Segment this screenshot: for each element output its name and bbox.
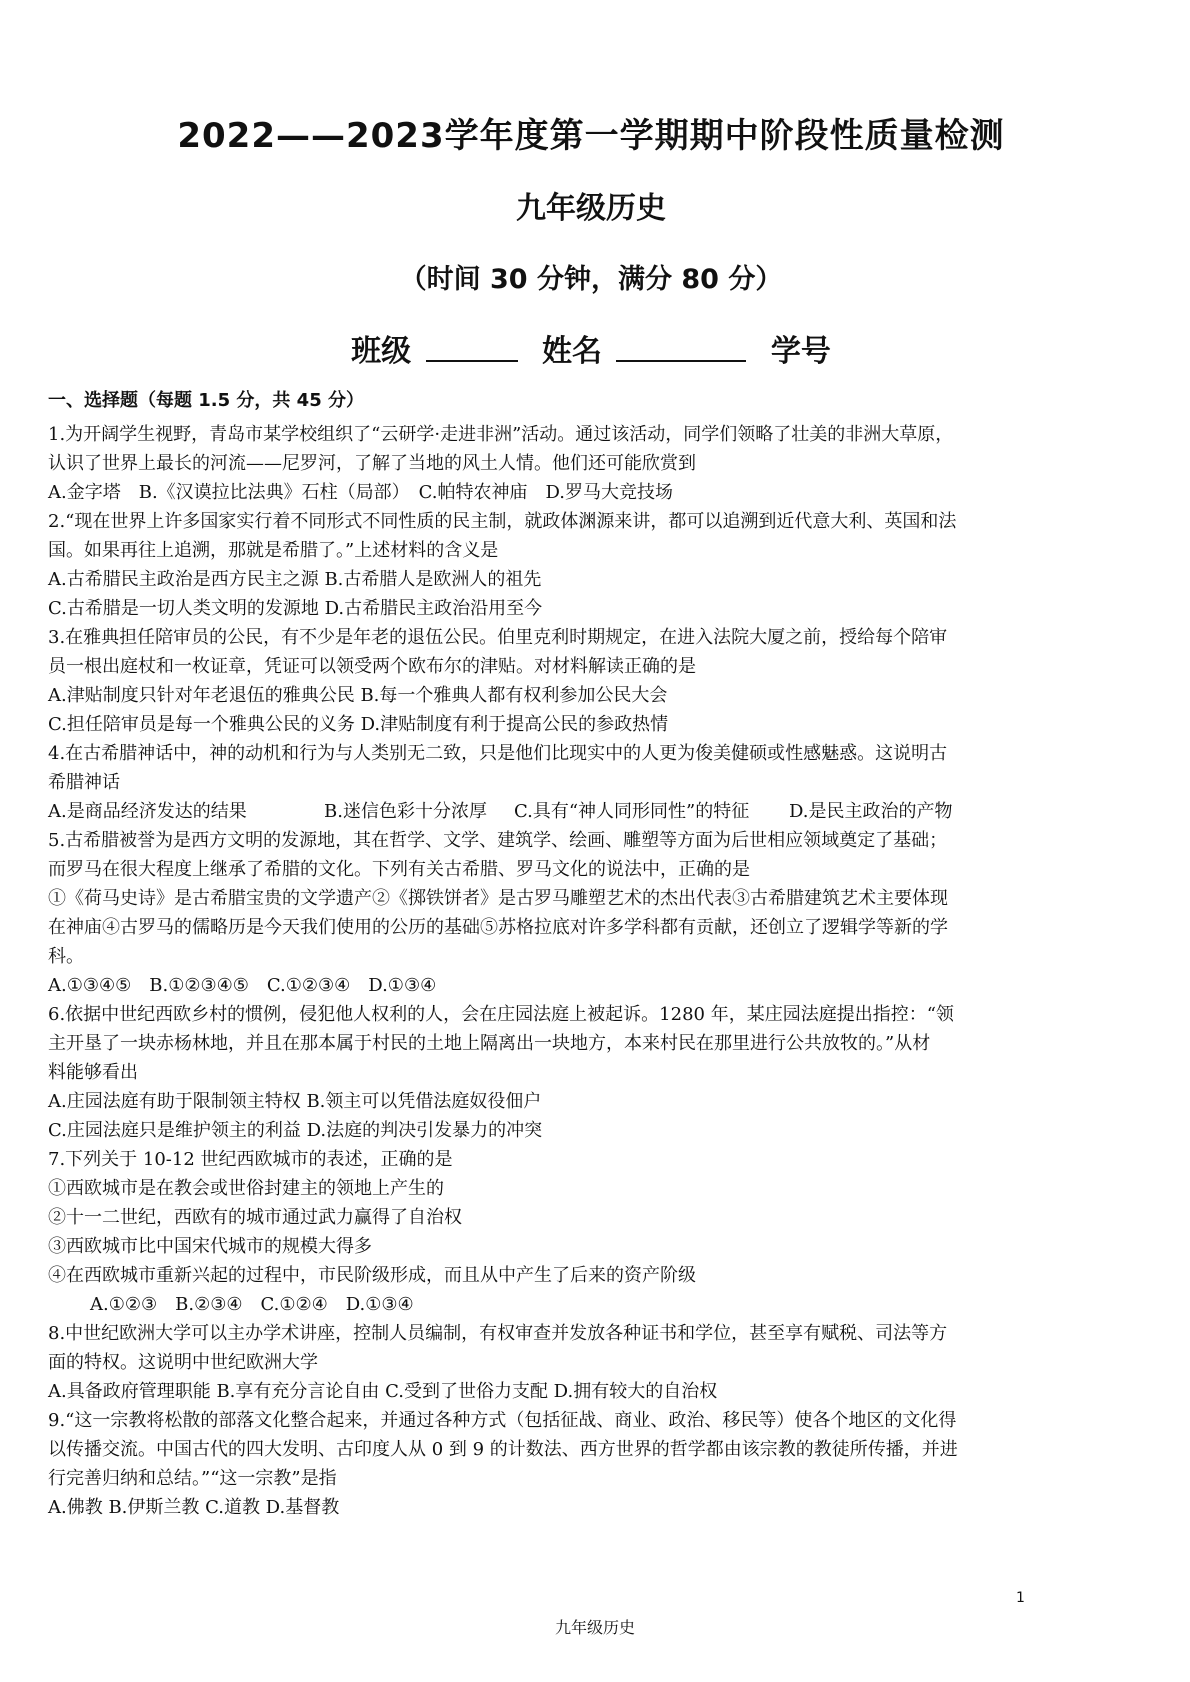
option-c: C.具有“神人同形同性”的特征 bbox=[514, 801, 750, 822]
exam-page bbox=[48, 108, 1134, 1522]
question-text: 以传播交流。中国古代的四大发明、古印度人从 0 到 9 的计数法、西方世界的哲学都由该宗教的教徒所传播，并进 bbox=[48, 1439, 958, 1460]
question-text: 员一根出庭杖和一枚证章，凭证可以领受两个欧布尔的津贴。对材料解读正确的是 bbox=[48, 656, 696, 677]
question-text: 9.“这一宗教将松散的部落文化整合起来，并通过各种方式（包括征战、商业、政治、移民等）使各个地区的文化得 bbox=[48, 1410, 957, 1431]
statement-item: ④在西欧城市重新兴起的过程中，市民阶级形成，而且从中产生了后来的资产阶级 bbox=[48, 1265, 696, 1286]
question-2 bbox=[48, 507, 1134, 623]
question-4 bbox=[48, 739, 1134, 826]
question-options: A.①②③ B.②③④ C.①②④ D.①③④ bbox=[90, 1294, 414, 1315]
option-a: A.是商品经济发达的结果 bbox=[48, 801, 247, 822]
statement-item: ②十一二世纪，西欧有的城市通过武力赢得了自治权 bbox=[48, 1207, 462, 1228]
exam-title: 2022——2023学年度第一学期期中阶段性质量检测 bbox=[177, 116, 1005, 156]
name-blank[interactable] bbox=[616, 359, 746, 362]
question-9 bbox=[48, 1406, 1134, 1522]
question-text: 面的特权。这说明中世纪欧洲大学 bbox=[48, 1352, 318, 1373]
question-text: 4.在古希腊神话中，神的动机和行为与人类别无二致，只是他们比现实中的人更为俊美健硕或性感魅惑。这说明古 bbox=[48, 743, 948, 764]
question-text: 料能够看出 bbox=[48, 1062, 138, 1083]
time-note: （时间 30 分钟，满分 80 分） bbox=[399, 264, 783, 295]
question-options: A.①③④⑤ B.①②③④⑤ C.①②③④ D.①③④ bbox=[48, 975, 437, 996]
question-options: A.津贴制度只针对年老退伍的雅典公民 B.每一个雅典人都有权利参加公民大会 bbox=[48, 685, 668, 706]
student-info-row bbox=[48, 326, 1134, 369]
question-text: ①《荷马史诗》是古希腊宝贵的文学遗产②《掷铁饼者》是古罗马雕塑艺术的杰出代表③古希腊建筑艺术主要体现 bbox=[48, 888, 948, 909]
question-1 bbox=[48, 420, 1134, 507]
questions-body bbox=[48, 420, 1134, 1522]
question-options: A.具备政府管理职能 B.享有充分言论自由 C.受到了世俗力支配 D.拥有较大的自治权 bbox=[48, 1381, 718, 1402]
question-text: 5.古希腊被誉为是西方文明的发源地，其在哲学、文学、建筑学、绘画、雕塑等方面为后世相应领域奠定了基础； bbox=[48, 830, 948, 851]
question-options bbox=[48, 797, 1134, 826]
statement-item: ③西欧城市比中国宋代城市的规模大得多 bbox=[48, 1236, 372, 1257]
question-options: C.庄园法庭只是维护领主的利益 D.法庭的判决引发暴力的冲突 bbox=[48, 1120, 543, 1141]
question-5 bbox=[48, 826, 1134, 1000]
page-number: 1 bbox=[1016, 1590, 1025, 1606]
page-footer: 九年级历史 bbox=[554, 1618, 635, 1637]
class-label: 班级 bbox=[351, 334, 412, 369]
option-b: B.迷信色彩十分浓厚 bbox=[324, 801, 487, 822]
option-d: D.是民主政治的产物 bbox=[789, 801, 953, 822]
question-options: A.庄园法庭有助于限制领主特权 B.领主可以凭借法庭奴役佃户 bbox=[48, 1091, 542, 1112]
question-text: 8.中世纪欧洲大学可以主办学术讲座，控制人员编制，有权审查并发放各种证书和学位，甚至享有赋税、司法等方 bbox=[48, 1323, 948, 1344]
section-heading: 一、选择题（每题 1.5 分，共 45 分） bbox=[48, 390, 365, 411]
question-text: 科。 bbox=[48, 946, 84, 967]
statement-item: ①西欧城市是在教会或世俗封建主的领地上产生的 bbox=[48, 1178, 444, 1199]
question-text: 国。如果再往上追溯，那就是希腊了。”上述材料的含义是 bbox=[48, 540, 499, 561]
question-3 bbox=[48, 623, 1134, 739]
question-text: 1.为开阔学生视野，青岛市某学校组织了“云研学·走进非洲”活动。通过该活动，同学们领略了壮美的非洲大草原， bbox=[48, 424, 954, 445]
question-text: 而罗马在很大程度上继承了希腊的文化。下列有关古希腊、罗马文化的说法中，正确的是 bbox=[48, 859, 750, 880]
id-label: 学号 bbox=[770, 334, 831, 369]
question-text: 认识了世界上最长的河流——尼罗河，了解了当地的风土人情。他们还可能欣赏到 bbox=[48, 453, 696, 474]
question-text: 行完善归纳和总结。”“这一宗教”是指 bbox=[48, 1468, 337, 1489]
question-8 bbox=[48, 1319, 1134, 1406]
question-options: A.佛教 B.伊斯兰教 C.道教 D.基督教 bbox=[48, 1497, 340, 1518]
question-text: 3.在雅典担任陪审员的公民，有不少是年老的退伍公民。伯里克利时期规定，在进入法院大厦之前，授给每个陪审 bbox=[48, 627, 948, 648]
question-7 bbox=[48, 1145, 1134, 1319]
exam-subtitle: 九年级历史 bbox=[516, 191, 666, 226]
question-text: 在神庙④古罗马的儒略历是今天我们使用的公历的基础⑤苏格拉底对许多学科都有贡献，还创立了逻辑学等新的学 bbox=[48, 917, 948, 938]
question-options: C.古希腊是一切人类文明的发源地 D.古希腊民主政治沿用至今 bbox=[48, 598, 543, 619]
question-text: 希腊神话 bbox=[48, 772, 120, 793]
question-options: A.金字塔 B.《汉谟拉比法典》石柱（局部） C.帕特农神庙 D.罗马大竞技场 bbox=[48, 482, 674, 503]
question-6 bbox=[48, 1000, 1134, 1145]
question-options: A.古希腊民主政治是西方民主之源 B.古希腊人是欧洲人的祖先 bbox=[48, 569, 542, 590]
name-label: 姓名 bbox=[542, 334, 602, 369]
question-options: C.担任陪审员是每一个雅典公民的义务 D.津贴制度有利于提高公民的参政热情 bbox=[48, 714, 669, 735]
question-text: 主开垦了一块赤杨林地，并且在那本属于村民的土地上隔离出一块地方，本来村民在那里进行公共放牧的。”从材 bbox=[48, 1033, 931, 1054]
question-text: 7.下列关于 10-12 世纪西欧城市的表述，正确的是 bbox=[48, 1149, 453, 1170]
class-blank[interactable] bbox=[426, 359, 518, 362]
question-text: 6.依据中世纪西欧乡村的惯例，侵犯他人权利的人，会在庄园法庭上被起诉。1280 年，某庄园法庭提出指控：“领 bbox=[48, 1004, 954, 1025]
question-text: 2.“现在世界上许多国家实行着不同形式不同性质的民主制，就政体渊源来讲，都可以追溯到近代意大利、英国和法 bbox=[48, 511, 957, 532]
